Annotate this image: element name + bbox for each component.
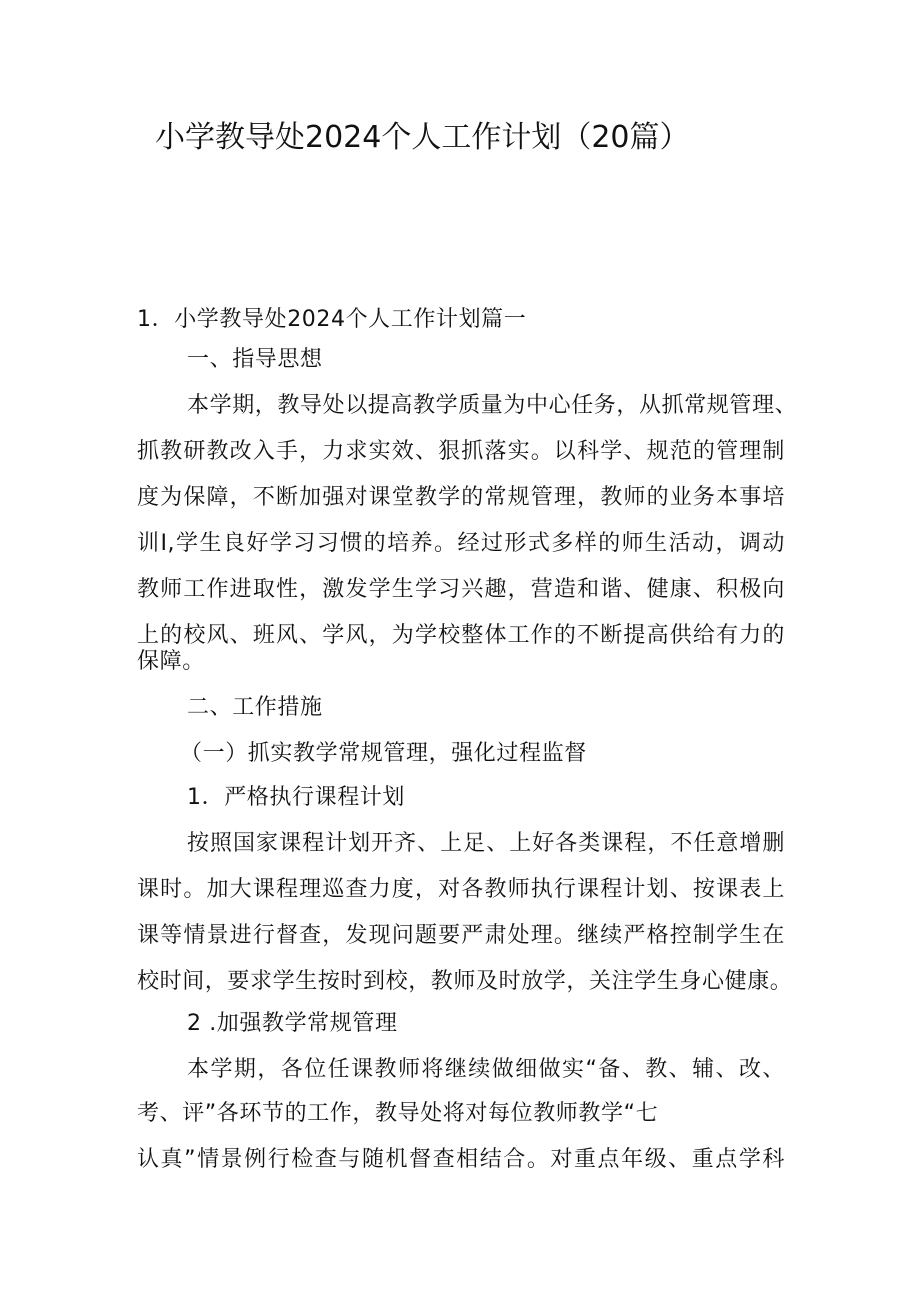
paragraph-line: 教师工作进取性，激发学生学习兴趣，营造和谐、健康、积极向 — [137, 577, 785, 602]
section-heading: 1．小学教导处2024个人工作计划篇一 — [137, 307, 527, 332]
paragraph-line: 保障。 — [137, 649, 205, 674]
paragraph-line: 上的校风、班风、学风，为学校整体工作的不断提高供给有力的 — [137, 623, 785, 648]
paragraph-line: 抓教研教改入手，力求实效、狠抓落实。以科学、规范的管理制 — [137, 439, 785, 464]
paragraph-line: 本学期，各位任课教师将继续做细做实“备、教、辅、改、 — [187, 1057, 785, 1082]
subheading: 2 .加强教学常规管理 — [187, 1011, 398, 1036]
subheading: 1．严格执行课程计划 — [187, 785, 405, 810]
document-title: 小学教导处2024个人工作计划（20篇） — [155, 120, 690, 155]
paragraph-line: 度为保障，不断加强对课堂教学的常规管理，教师的业务本事培 — [137, 485, 785, 510]
paragraph-line: 认真”情景例行检查与随机督查相结合。对重点年级、重点学科 — [137, 1147, 785, 1172]
paragraph-line: 考、评”各环节的工作，教导处将对每位教师教学“七 — [137, 1101, 659, 1126]
paragraph-line: 训I,学生良好学习习惯的培养。经过形式多样的师生活动，调动 — [137, 531, 785, 556]
subheading: （一）抓实教学常规管理，强化过程监督 — [180, 741, 587, 766]
paragraph-line: 本学期，教导处以提高教学质量为中心任务，从抓常规管理、 — [187, 393, 798, 418]
paragraph-line: 课时。加大课程理巡查力度，对各教师执行课程计划、按课表上 — [137, 877, 785, 902]
paragraph-line: 按照国家课程计划开齐、上足、上好各类课程，不任意增删 — [187, 831, 785, 856]
paragraph-line: 校时间，要求学生按时到校，教师及时放学，关注学生身心健康。 — [137, 969, 793, 994]
subheading: 一、指导思想 — [187, 347, 323, 372]
paragraph-line: 课等情景进行督查，发现问题要严肃处理。继续严格控制学生在 — [137, 923, 785, 948]
subheading: 二、工作措施 — [187, 695, 323, 720]
